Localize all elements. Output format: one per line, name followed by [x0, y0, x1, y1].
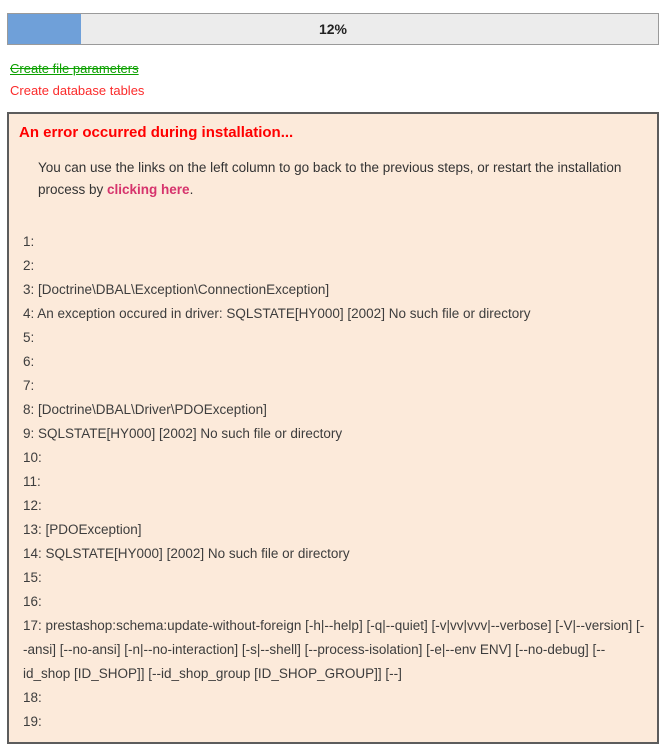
error-log-line: 4: An exception occured in driver: SQLSTATE[HY000] [2002] No such file or directory [23, 306, 531, 321]
error-log-line: 19: [23, 714, 42, 729]
error-log-line: 10: [23, 450, 42, 465]
error-log-line: 6: [23, 354, 35, 369]
installation-error-box [7, 112, 659, 744]
error-log-line: 18: [23, 690, 42, 705]
error-log-line: 12: [23, 498, 42, 513]
error-log-line: 14: SQLSTATE[HY000] [2002] No such file or directory [23, 546, 350, 561]
install-progress-bar [7, 13, 659, 45]
error-log-line: 8: [Doctrine\DBAL\Driver\PDOException] [23, 402, 267, 417]
restart-installation-link[interactable]: clicking here [107, 182, 190, 197]
error-log-line: 16: [23, 594, 42, 609]
error-intro-text-before: You can use the links on the left column to go back to the previous steps, or restart the installation process by [38, 160, 622, 197]
error-log-line: 17: prestashop:schema:update-without-foreign [-h|--help] [-q|--quiet] [-v|vv|vvv|--verbose] [-V|--version] [--ansi] [--no-ansi] [-n|--no-interaction] [-s|--shell] [--process-isolation] [-e|--env ENV] [--no-debug] [--id_shop [ID_SHOP]] [--id_shop_group [ID_SHOP_GROUP]] [--] [23, 618, 645, 681]
error-log-line: 2: [23, 258, 35, 273]
error-log-lines [23, 230, 645, 734]
error-intro-text-after: . [189, 182, 194, 197]
error-log-line: 15: [23, 570, 42, 585]
step-link-create-database-tables[interactable]: Create database tables [10, 83, 145, 98]
error-log-line: 3: [Doctrine\DBAL\Exception\ConnectionException] [23, 282, 330, 297]
installation-steps-list [10, 62, 661, 97]
error-log-line: 13: [PDOException] [23, 522, 142, 537]
error-log-line: 1: [23, 234, 35, 249]
error-log-line: 11: [23, 474, 41, 489]
progress-percent-label: 12% [318, 21, 348, 37]
error-title: An error occurred during installation... [19, 124, 294, 141]
error-log-line: 5: [23, 330, 35, 345]
error-log-line: 7: [23, 378, 35, 393]
error-log-line: 9: SQLSTATE[HY000] [2002] No such file or directory [23, 426, 343, 441]
step-link-create-file-parameters[interactable]: Create file parameters [10, 61, 139, 76]
error-intro-paragraph [38, 157, 625, 201]
